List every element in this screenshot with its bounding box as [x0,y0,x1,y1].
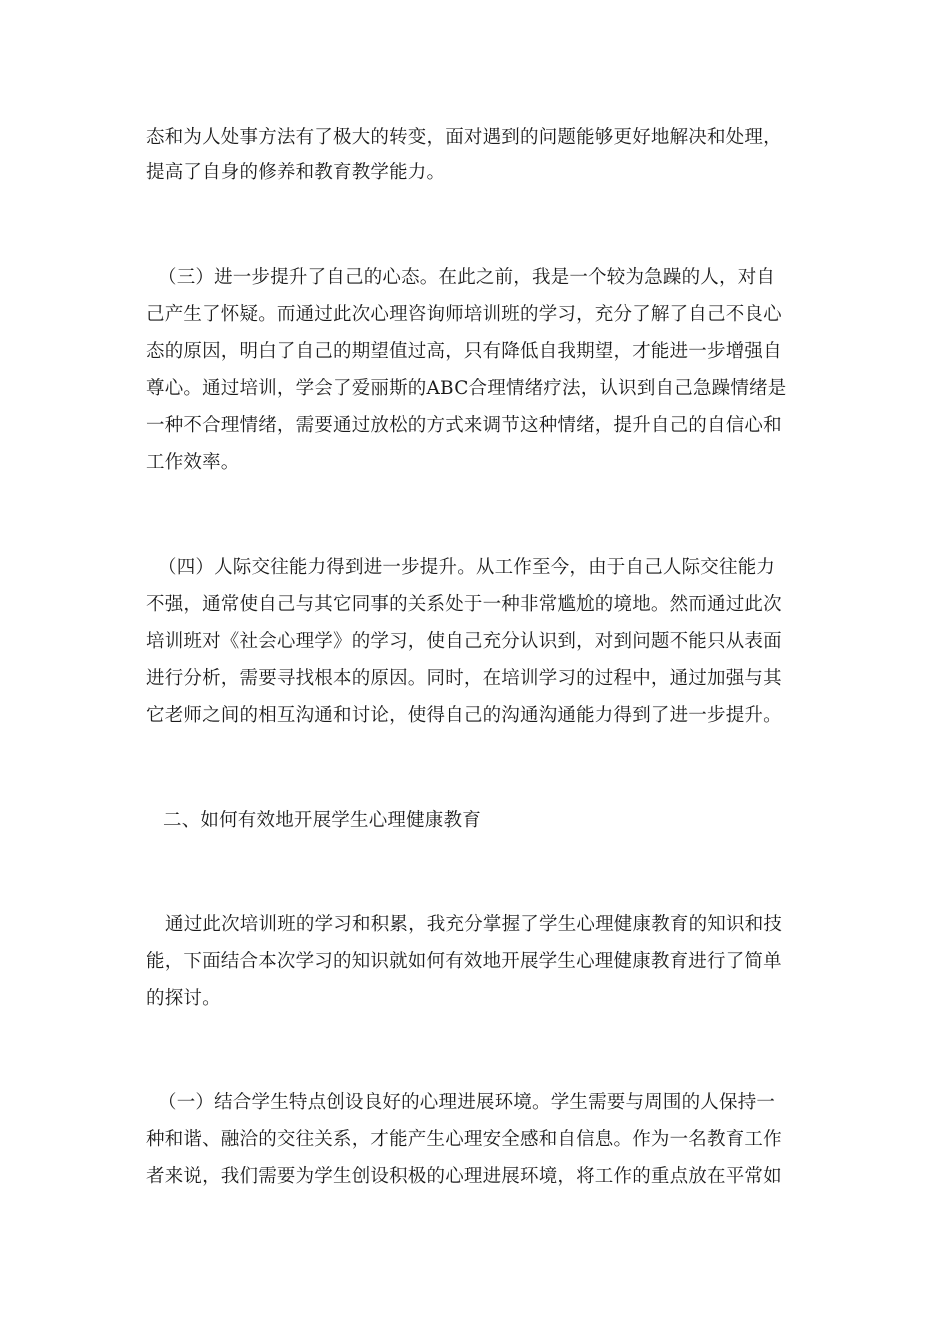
paragraph-3-line-5: 它老师之间的相互沟通和讨论，使得自己的沟通沟通能力得到了进一步提升。 [146,705,782,726]
paragraph-2-line-6: 工作效率。 [146,452,240,473]
section-heading: 二、如何有效地开展学生心理健康教育 [163,810,481,831]
paragraph-2-line-1: （三）进一步提升了自己的心态。在此之前，我是一个较为急躁的人，对自 [158,267,776,288]
paragraph-5-line-1: （一）结合学生特点创设良好的心理进展环境。学生需要与周围的人保持一 [158,1092,776,1113]
paragraph-4-line-2: 能，下面结合本次学习的知识就如何有效地开展学生心理健康教育进行了简单 [146,951,782,972]
paragraph-3-line-4: 进行分析，需要寻找根本的原因。同时，在培训学习的过程中，通过加强与其 [146,668,782,689]
paragraph-3-line-2: 不强，通常使自己与其它同事的关系处于一种非常尴尬的境地。然而通过此次 [146,594,782,615]
paragraph-5-line-2: 种和谐、融洽的交往关系，才能产生心理安全感和自信息。作为一名教育工作 [146,1129,782,1150]
paragraph-2-line-3: 态的原因，明白了自己的期望值过高，只有降低自我期望，才能进一步增强自 [146,341,782,362]
paragraph-3-line-3: 培训班对《社会心理学》的学习，使自己充分认识到，对到问题不能只从表面 [146,631,782,652]
paragraph-3-line-1: （四）人际交往能力得到进一步提升。从工作至今，由于自己人际交往能力 [158,557,776,578]
paragraph-2-line-4: 尊心。通过培训，学会了爱丽斯的ABC合理情绪疗法，认识到自己急躁情绪是 [146,378,787,399]
paragraph-1-line-2: 提高了自身的修养和教育教学能力。 [146,162,446,183]
paragraph-4-line-1: 通过此次培训班的学习和积累，我充分掌握了学生心理健康教育的知识和技 [165,914,783,935]
paragraph-5-line-3: 者来说，我们需要为学生创设积极的心理进展环境，将工作的重点放在平常如 [146,1166,782,1187]
paragraph-1-line-1: 态和为人处事方法有了极大的转变，面对遇到的问题能够更好地解决和处理， [146,127,782,148]
paragraph-2-line-2: 己产生了怀疑。而通过此次心理咨询师培训班的学习，充分了解了自己不良心 [146,304,782,325]
paragraph-2-line-5: 一种不合理情绪，需要通过放松的方式来调节这种情绪，提升自己的自信心和 [146,415,782,436]
paragraph-4-line-3: 的探讨。 [146,988,221,1009]
